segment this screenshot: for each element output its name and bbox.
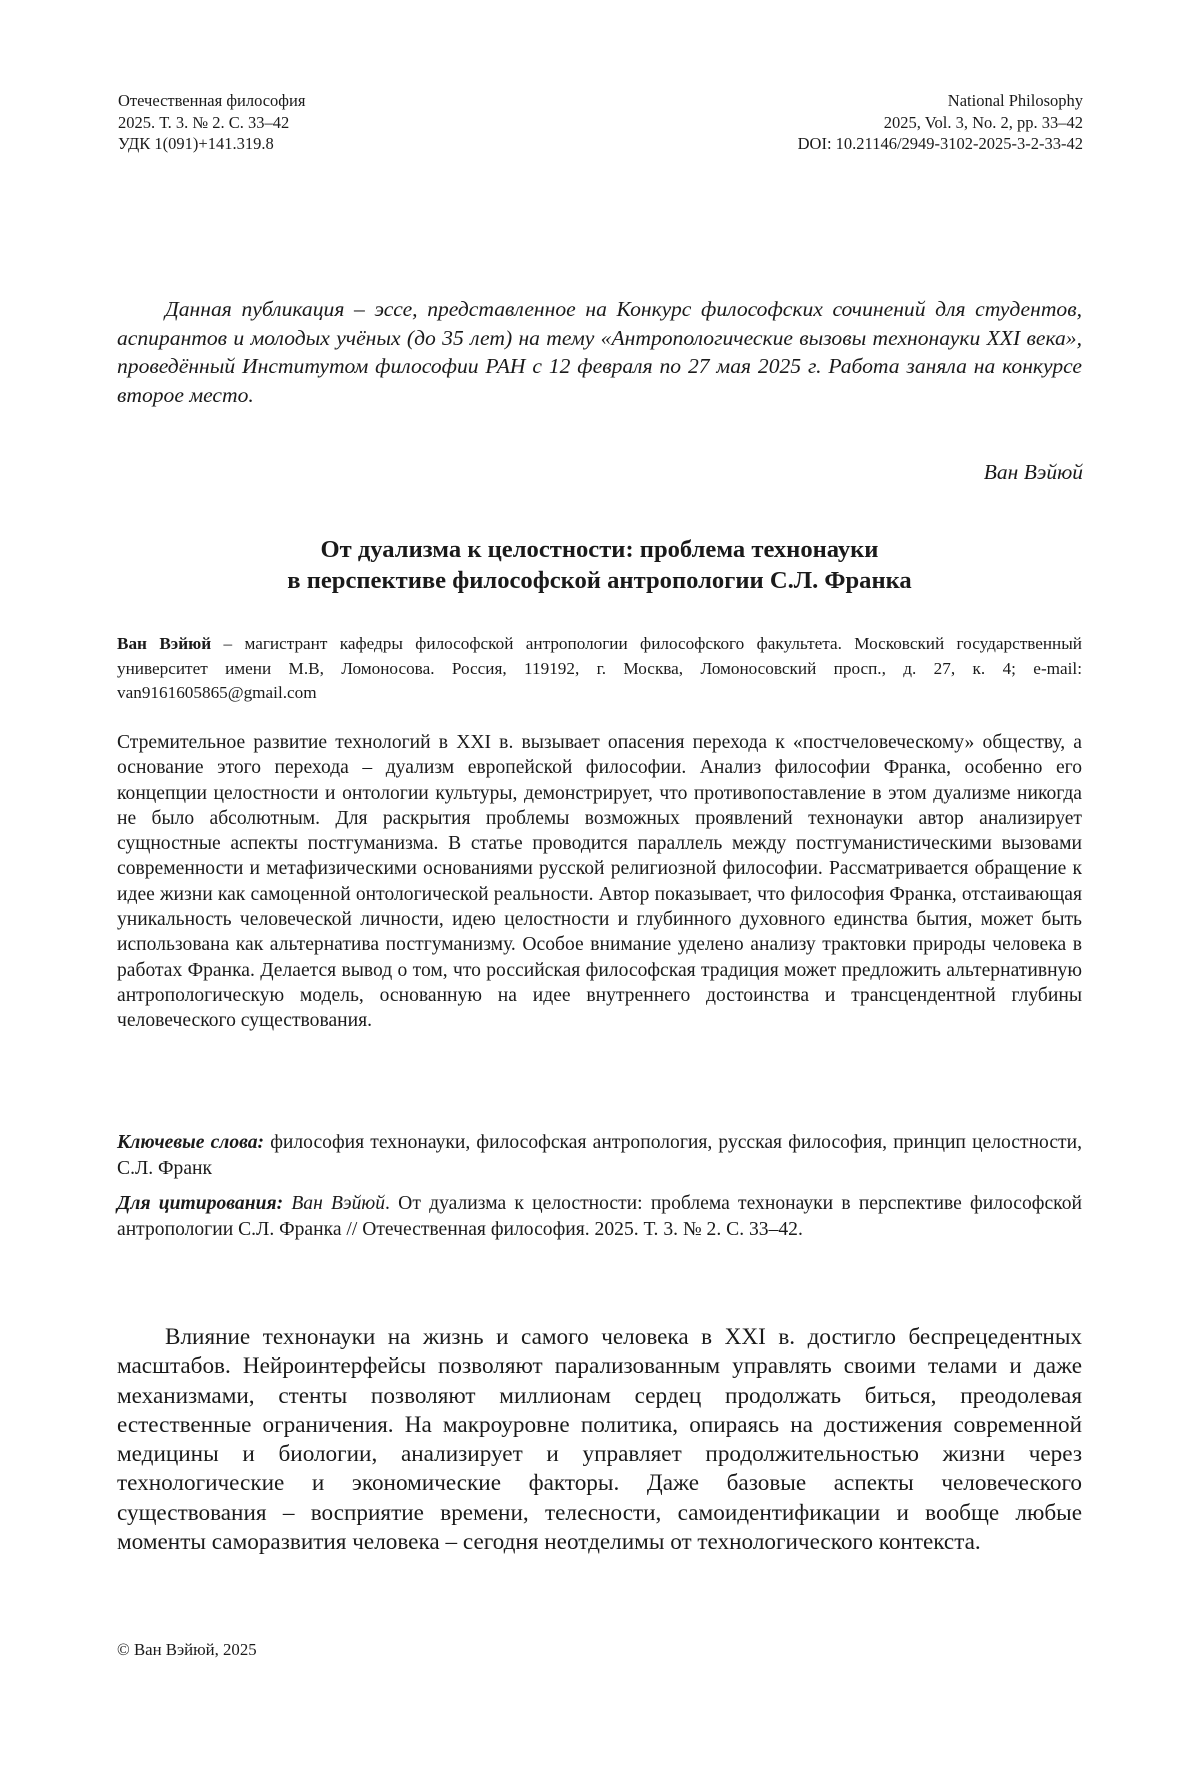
udc-code: УДК 1(091)+141.319.8 <box>118 134 274 153</box>
keywords <box>117 1130 1082 1181</box>
keywords-label: Ключевые слова: <box>117 1132 265 1153</box>
article-title <box>117 534 1082 596</box>
copyright-notice: © Ван Вэйюй, 2025 <box>117 1640 257 1659</box>
issue-info-en: 2025, Vol. 3, No. 2, pp. 33–42 <box>883 112 1083 132</box>
article-title-line-1: От дуализма к целостности: проблема технонауки <box>320 536 879 563</box>
issue-info-ru: 2025. Т. 3. № 2. С. 33–42 <box>118 112 290 132</box>
journal-name-ru: Отечественная философия <box>118 91 306 110</box>
abstract: Стремительное развитие технологий в XXI в. вызывает опасения перехода к «постчеловеческому» обществу, а основание этого перехода – дуализм европейской философии. Анализ философии Франка, особенно его концепции целостности и онтологии культуры, демонстрирует, что противопоставление в этом дуализме никогда не было абсолютным. Для раскрытия проблемы возможных проявлений технонауки автор анализирует сущностные аспекты постгуманизма. В статье проводится параллель между постгуманистическими вызовами современности и метафизическими основаниями русской религиозной философии. Рассматривается обращение к идее жизни как самоценной онтологической реальности. Автор показывает, что философия Франка, отстаивающая уникальность человеческой личности, идею целостности и глубинного духовного единства бытия, может быть использована как альтернатива постгуманизму. Особое внимание уделено анализу трактовки природы человека в работах Франка. Делается вывод о том, что российская философская традиция может предложить альтернативную антропологическую модель, основанную на идее внутреннего достоинства и трансцендентной глубины человеческого существования. <box>117 732 1082 1032</box>
keywords-text: философия технонауки, философская антропология, русская философия, принцип целостности, С.Л. Франк <box>117 1132 1082 1179</box>
citation-text: . От дуализма к целостности: проблема технонауки в перспективе философской антропологии С.Л. Франка // Отечественная философия. 2025. Т. 3. № 2. С. 33–42. <box>117 1193 1082 1240</box>
body-paragraph: Влияние технонауки на жизнь и самого человека в XXI в. достигло беспрецедентных масштабов. Нейроинтерфейсы позволяют парализованным управлять своими телами и даже механизмами, стенты позволяют миллионам сердец продолжать биться, преодолевая естественные ограничения. На макроуровне политика, опираясь на достижения современной медицины и биологии, анализирует и управляет продолжительностью жизни через технологические и экономические факторы. Даже базовые аспекты человеческого существования – восприятие времени, телесности, самоидентификации и вообще любые моменты саморазвития человека – сегодня неотделимы от технологического контекста. <box>117 1324 1082 1556</box>
journal-name-en: National Philosophy <box>947 91 1083 110</box>
citation <box>117 1191 1082 1242</box>
affiliation-text: – магистрант кафедры философской антропологии философского факультета. Московский государственный университет имени М.В, Ломоносова. Россия, 119192, г. Москва, Ломоносовский просп., д. 27, к. 4; e-mail: van9161605865@gmail.com <box>117 634 1082 702</box>
header-journal-info-en <box>798 90 1083 155</box>
publication-note: Данная публикация – эссе, представленное на Конкурс философских сочинений для студентов, аспирантов и молодых учёных (до 35 лет) на тему «Антропологические вызовы технонауки XXI века», проведённый Институтом философии РАН с 12 февраля по 27 мая 2025 г. Работа заняла на конкурсе второе место. <box>117 297 1082 407</box>
author-byline: Ван Вэйюй <box>983 460 1083 484</box>
author-affiliation <box>117 632 1082 706</box>
citation-label: Для цитирования: <box>117 1193 284 1214</box>
article-title-line-2: в перспективе философской антропологии С.Л. Франка <box>287 567 912 594</box>
doi: DOI: 10.21146/2949-3102-2025-3-2-33-42 <box>797 134 1083 153</box>
header-journal-info-ru <box>118 90 305 155</box>
affiliation-author-name: Ван Вэйюй <box>117 634 212 653</box>
citation-author: Ван Вэйюй <box>283 1193 386 1214</box>
